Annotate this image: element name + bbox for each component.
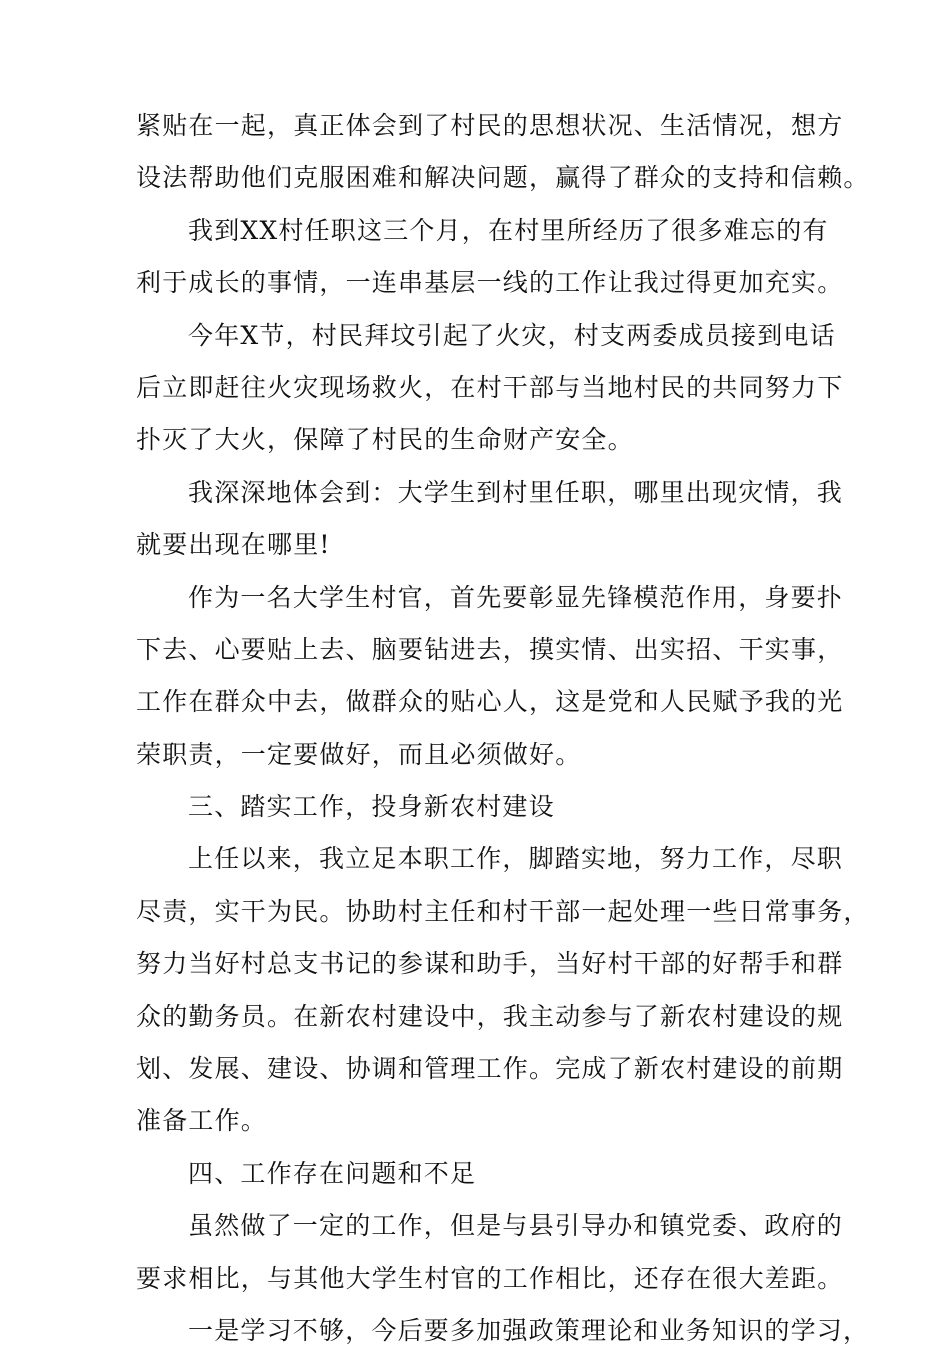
paragraph-start-line: 我到XX村任职这三个月，在村里所经历了很多难忘的有	[188, 215, 829, 245]
paragraph-start-line: 我深深地体会到：大学生到村里任职，哪里出现灾情，我	[188, 477, 844, 507]
text-line: 准备工作。	[136, 1106, 268, 1136]
document-body	[136, 100, 870, 1357]
text-line: 设法帮助他们克服困难和解决问题，赢得了群众的支持和信赖。	[136, 163, 870, 193]
text-line: 划、发展、建设、协调和管理工作。完成了新农村建设的前期	[136, 1054, 844, 1084]
paragraph-start-line: 今年X节，村民拜坟引起了火灾，村支两委成员接到电话	[188, 320, 836, 350]
text-line: 要求相比，与其他大学生村官的工作相比，还存在很大差距。	[136, 1263, 844, 1293]
text-line: 尽责，实干为民。协助村主任和村干部一起处理一些日常事务，	[136, 896, 870, 926]
text-line: 后立即赶往火灾现场救火，在村干部与当地村民的共同努力下	[136, 372, 844, 402]
paragraph-start-line: 上任以来，我立足本职工作，脚踏实地，努力工作，尽职	[188, 844, 844, 874]
text-line: 荣职责，一定要做好，而且必须做好。	[136, 739, 582, 769]
section-heading: 三、踏实工作，投身新农村建设	[188, 792, 555, 822]
text-line: 下去、心要贴上去、脑要钻进去，摸实情、出实招、干实事，	[136, 634, 844, 664]
text-line: 紧贴在一起，真正体会到了村民的思想状况、生活情况，想方	[136, 111, 844, 140]
text-line: 努力当好村总支书记的参谋和助手，当好村干部的好帮手和群	[136, 949, 844, 979]
text-line: 扑灭了大火，保障了村民的生命财产安全。	[136, 425, 634, 455]
text-line: 众的勤务员。在新农村建设中，我主动参与了新农村建设的规	[136, 1001, 844, 1031]
paragraph-start-line: 一是学习不够，今后要多加强政策理论和业务知识的学习，	[188, 1315, 870, 1345]
section-heading: 四、工作存在问题和不足	[188, 1158, 477, 1188]
text-line: 就要出现在哪里!	[136, 530, 331, 560]
paragraph-start-line: 虽然做了一定的工作，但是与县引导办和镇党委、政府的	[188, 1211, 844, 1241]
text-line: 工作在群众中去，做群众的贴心人，这是党和人民赋予我的光	[136, 687, 844, 717]
paragraph-start-line: 作为一名大学生村官，首先要彰显先锋模范作用，身要扑	[188, 582, 844, 612]
text-line: 利于成长的事情，一连串基层一线的工作让我过得更加充实。	[136, 268, 844, 298]
